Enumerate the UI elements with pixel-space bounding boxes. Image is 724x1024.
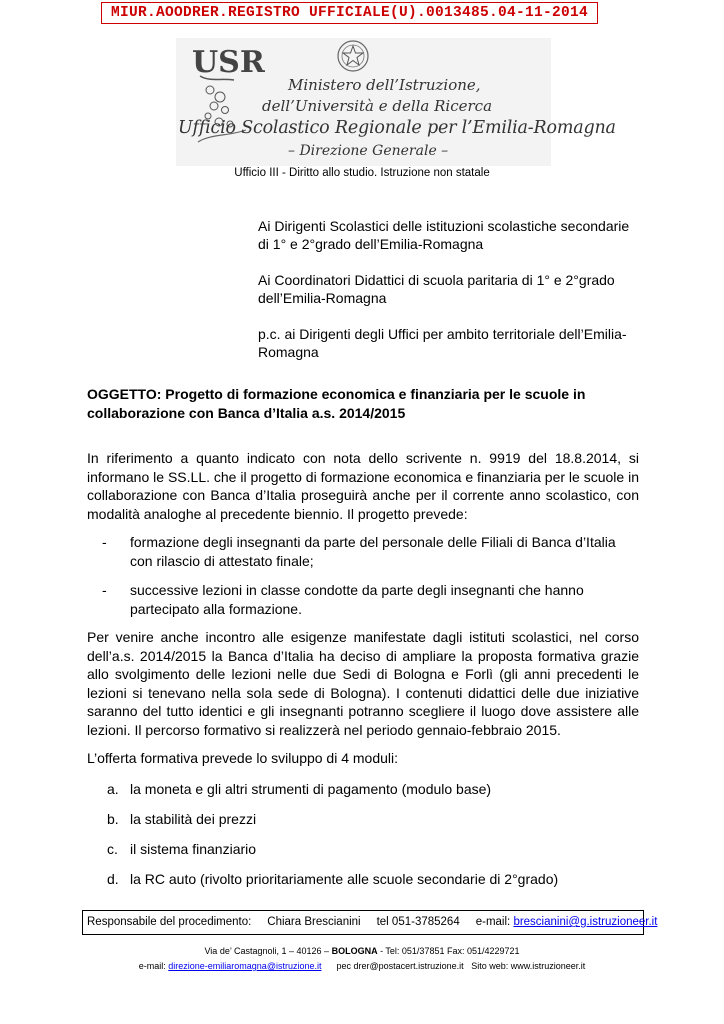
module-letter: b. — [107, 811, 119, 827]
module-text: la stabilità dei prezzi — [130, 811, 257, 827]
republic-emblem-icon — [336, 39, 370, 73]
addressee: Ai Dirigenti Scolastici delle istituzioni scolastiche secondarie di 1° e 2°grado dell’Emilia-Romagna — [258, 218, 630, 252]
body-paragraph: In riferimento a quanto indicato con nota dello scrivente n. 9919 del 18.8.2014, si informano le SS.LL. che il progetto di formazione economica e finanziaria per le scuole in collaborazione con Banca d’Italia proseguirà anche per il corrente anno scolastico, con modalità analoghe al precedente biennio. Il progetto prevede: — [87, 450, 639, 522]
body-paragraph: L’offerta formativa prevede lo sviluppo di 4 moduli: — [87, 750, 399, 766]
footer-address-pre: Via de’ Castagnoli, 1 – 40126 – — [204, 946, 332, 956]
bullet-mark: - — [102, 582, 107, 598]
responsible-email-link[interactable]: brescianini@g.istruzioneer.it — [513, 916, 658, 928]
module-letter: a. — [107, 781, 119, 797]
body-paragraph: Per venire anche incontro alle esigenze manifestate dagli istituti scolastici, nel corso dell’a.s. 2014/2015 la Banca d’Italia ha deciso di ampliare la proposta formativa grazie allo svolgimento delle lezioni nelle due Sedi di Bologna e Forlì (gli anni precedenti le lezioni si tenevano nella sola sede di Bologna). I contenuti didattici delle due iniziative saranno del tutto identici e gli insegnanti potranno scegliere il luogo dove assistere alle lezioni. Il percorso formativo si realizzerà nel periodo gennaio-febbraio 2015. — [87, 629, 639, 738]
responsible-box — [82, 910, 658, 935]
footer-web: Sito web: www.istruzioneer.it — [471, 961, 586, 971]
footer-email-label: e-mail: — [138, 961, 169, 971]
bullet-text: formazione degli insegnanti da parte del personale delle Filiali di Banca d’Italia con rilascio di attestato finale; — [130, 534, 616, 569]
module-text: la RC auto (rivolto prioritariamente alle scuole secondarie di 2°grado) — [130, 871, 559, 887]
responsible-name: Chiara Brescianini — [267, 916, 361, 928]
responsible-tel: tel 051-3785264 — [376, 916, 460, 928]
footer-pec: pec drer@postacert.istruzione.it — [336, 961, 464, 971]
direzione-generale: – Direzione Generale – — [288, 143, 449, 159]
footer-email-link[interactable]: direzione-emiliaromagna@istruzione.it — [168, 961, 322, 971]
addressee: p.c. ai Dirigenti degli Uffici per ambito territoriale dell’Emilia-Romagna — [258, 326, 627, 360]
protocol-stamp: MIUR.AOODRER.REGISTRO UFFICIALE(U).0013485.04-11-2014 — [101, 2, 598, 24]
bullet-text: successive lezioni in classe condotte da parte degli insegnanti che hanno partecipato alla formazione. — [130, 582, 584, 617]
subject-line: OGGETTO: Progetto di formazione economica e finanziaria per le scuole in collaborazione con Banca d’Italia a.s. 2014/2015 — [87, 386, 586, 421]
module-letter: c. — [107, 841, 118, 857]
ministry-name-line2: dell’Università e della Ricerca — [262, 97, 493, 115]
usr-logo-text: USR — [192, 45, 265, 80]
ministry-name-line: Ministero dell’Istruzione, — [288, 76, 481, 94]
module-text: la moneta e gli altri strumenti di pagamento (modulo base) — [130, 781, 492, 797]
bullet-mark: - — [102, 534, 107, 550]
office-subtitle: Ufficio III - Diritto allo studio. Istruzione non statale — [234, 167, 490, 179]
footer-contacts — [0, 961, 724, 971]
regional-office-name: Ufficio Scolastico Regionale per l’Emilia-Romagna — [178, 118, 616, 138]
footer-city: BOLOGNA — [331, 946, 378, 956]
module-letter: d. — [107, 871, 119, 887]
module-text: il sistema finanziario — [130, 841, 257, 857]
footer-address — [0, 946, 724, 956]
responsible-label: Responsabile del procedimento: — [87, 916, 252, 928]
addressee: Ai Coordinatori Didattici di scuola paritaria di 1° e 2°grado dell’Emilia-Romagna — [258, 272, 615, 306]
responsible-email-label: e-mail: — [475, 916, 511, 928]
footer-address-post: - Tel: 051/37851 Fax: 051/4229721 — [377, 946, 520, 956]
